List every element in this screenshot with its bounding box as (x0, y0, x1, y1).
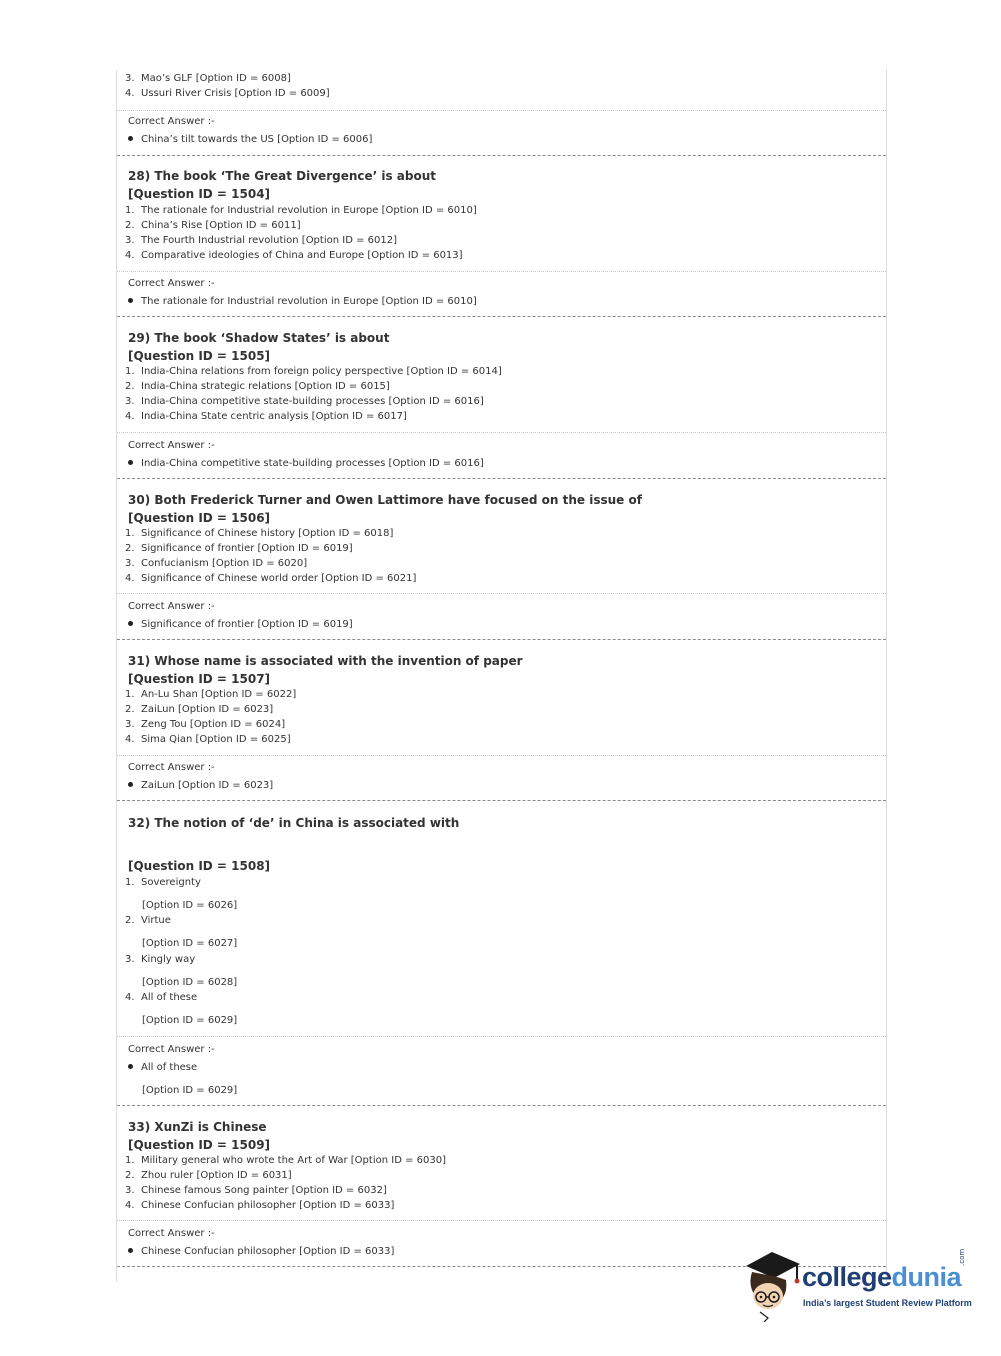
option-id: [Option ID = 6027] (142, 938, 238, 949)
correct-answer-label: Correct Answer :- (128, 762, 215, 773)
option-item: 2. India-China strategic relations [Option ID = 6015] (125, 381, 390, 392)
correct-answer-label: Correct Answer :- (128, 440, 215, 451)
option-item: 1. India-China relations from foreign policy perspective [Option ID = 6014] (125, 366, 502, 377)
option-item: 3. Mao’s GLF [Option ID = 6008] (125, 73, 291, 84)
question-block (117, 640, 886, 756)
correct-answer: The rationale for Industrial revolution in Europe [Option ID = 6010] (128, 295, 477, 309)
answer-block (117, 756, 886, 801)
mascot-icon (742, 1250, 804, 1322)
option-item: 3. Chinese famous Song painter [Option ID = 6032] (125, 1185, 387, 1196)
option-item: 1. The rationale for Industrial revolution in Europe [Option ID = 6010] (125, 205, 477, 216)
option-item: 3. Zeng Tou [Option ID = 6024] (125, 719, 286, 730)
option-item: 1. Military general who wrote the Art of War [Option ID = 6030] (125, 1155, 446, 1166)
option-item: 2. Zhou ruler [Option ID = 6031] (125, 1170, 292, 1181)
option-id: [Option ID = 6029] (142, 1015, 238, 1026)
question-title: 32) The notion of ‘de’ in China is associated with (128, 816, 460, 830)
question-title: 28) The book ‘The Great Divergence’ is about (128, 169, 437, 183)
correct-answer: Significance of frontier [Option ID = 6019] (128, 618, 353, 632)
correct-answer-label: Correct Answer :- (128, 601, 215, 612)
option-item: 4. All of these (125, 992, 198, 1003)
answer-block (117, 433, 886, 479)
brand-dotcom: .com (958, 1248, 966, 1266)
bullet-icon (128, 1248, 133, 1253)
option-item: 4. Significance of Chinese world order [Option ID = 6021] (125, 573, 417, 584)
option-item: 3. Kingly way (125, 954, 196, 965)
question-id: [Question ID = 1506] (128, 511, 271, 525)
correct-answer: Chinese Confucian philosopher [Option ID = 6033] (128, 1245, 394, 1259)
option-item: 3. India-China competitive state-building processes [Option ID = 6016] (125, 396, 484, 407)
question-block (117, 479, 886, 594)
option-item: 4. Ussuri River Crisis [Option ID = 6009] (125, 88, 330, 99)
bullet-icon (128, 1064, 133, 1069)
question-block (117, 317, 886, 433)
question-title: 30) Both Frederick Turner and Owen Lattimore have focused on the issue of (128, 493, 642, 507)
bullet-icon (128, 460, 133, 465)
correct-answer: China’s tilt towards the US [Option ID = 6006] (128, 133, 372, 147)
option-item: 4. Comparative ideologies of China and Europe [Option ID = 6013] (125, 250, 463, 261)
option-item: 2. Significance of frontier [Option ID = 6019] (125, 543, 353, 554)
correct-answer: India-China competitive state-building processes [Option ID = 6016] (128, 457, 484, 471)
question-title: 31) Whose name is associated with the invention of paper (128, 654, 523, 668)
answer-block (117, 1037, 886, 1106)
option-item: 1. An-Lu Shan [Option ID = 6022] (125, 689, 297, 700)
brand-name: collegedunia (802, 1262, 962, 1292)
option-item: 2. China’s Rise [Option ID = 6011] (125, 220, 301, 231)
brand-tagline: India’s largest Student Review Platform (803, 1298, 972, 1308)
option-item: 4. India-China State centric analysis [Option ID = 6017] (125, 411, 407, 422)
answer-block (117, 594, 886, 640)
correct-answer: All of these (128, 1061, 197, 1075)
correct-answer-label: Correct Answer :- (128, 116, 215, 127)
correct-answer-label: Correct Answer :- (128, 278, 215, 289)
answer-block (117, 272, 886, 317)
question-id: [Question ID = 1509] (128, 1138, 271, 1152)
question-block (117, 801, 886, 1037)
bullet-icon (128, 136, 133, 141)
option-item: 2. ZaiLun [Option ID = 6023] (125, 704, 274, 715)
correct-answer-id: [Option ID = 6029] (142, 1085, 238, 1096)
correct-answer: ZaiLun [Option ID = 6023] (128, 779, 273, 793)
question-id: [Question ID = 1508] (128, 859, 271, 873)
bullet-icon (128, 782, 133, 787)
bullet-icon (128, 298, 133, 303)
document-page (116, 70, 887, 1282)
collegedunia-logo (742, 1250, 972, 1322)
answer-block (117, 111, 886, 156)
option-item: 3. Confucianism [Option ID = 6020] (125, 558, 308, 569)
bullet-icon (128, 621, 133, 626)
correct-answer-label: Correct Answer :- (128, 1228, 215, 1239)
option-item: 2. Virtue (125, 915, 171, 926)
option-item: 4. Sima Qian [Option ID = 6025] (125, 734, 291, 745)
question-block (117, 1106, 886, 1221)
option-item: 1. Sovereignty (125, 877, 201, 888)
option-id: [Option ID = 6028] (142, 977, 238, 988)
option-item: 1. Significance of Chinese history [Option ID = 6018] (125, 528, 394, 539)
question-title: 29) The book ‘Shadow States’ is about (128, 331, 390, 345)
option-item: 3. The Fourth Industrial revolution [Option ID = 6012] (125, 235, 397, 246)
option-id: [Option ID = 6026] (142, 900, 238, 911)
question-id: [Question ID = 1505] (128, 349, 271, 363)
correct-answer-label: Correct Answer :- (128, 1044, 215, 1055)
question-id: [Question ID = 1504] (128, 187, 271, 201)
option-item: 4. Chinese Confucian philosopher [Option ID = 6033] (125, 1200, 395, 1211)
question-block (117, 156, 886, 272)
question-id: [Question ID = 1507] (128, 672, 271, 686)
question-options-block (117, 70, 886, 111)
question-title: 33) XunZi is Chinese (128, 1120, 267, 1134)
